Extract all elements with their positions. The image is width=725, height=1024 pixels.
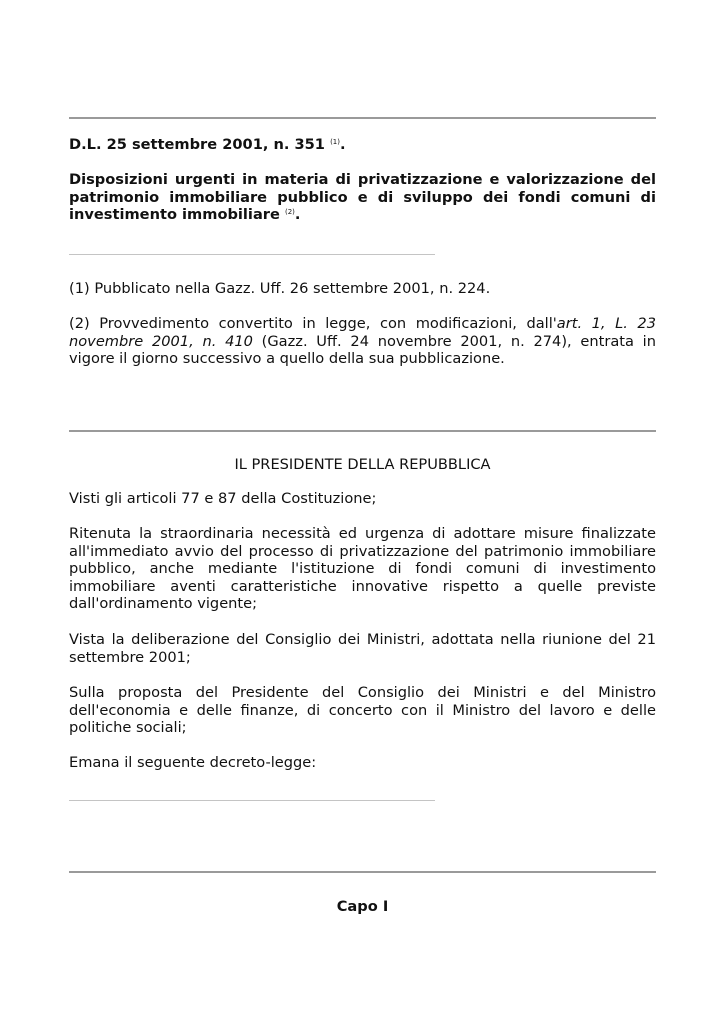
document-page	[69, 0, 656, 1024]
decree-subject-end: .	[294, 206, 301, 223]
footnote-2	[69, 315, 656, 368]
footnote-1	[69, 280, 656, 298]
recital-paragraph-1: Visti gli articoli 77 e 87 della Costituzione;	[69, 490, 377, 507]
chapter-heading: Capo I	[336, 898, 389, 915]
law-reference-link[interactable]: art. 1, L. 23 novembre 2001, n. 410	[69, 315, 656, 350]
notes-separator	[69, 254, 435, 255]
section-divider	[69, 430, 656, 432]
recital-paragraph-2: Ritenuta la straordinaria necessità ed urgenza di adottare misure finalizzate all'immediato avvio del processo di privatizzazione del patrimonio immobiliare pubblico, anche mediante l'istituzione di fondi comuni di investimento immobiliare aventi caratteristiche innovative rispetto a quelle previste dall'ordinamento vigente;	[69, 525, 656, 612]
footnote-ref-2[interactable]: (2)	[284, 208, 295, 216]
chapter-divider	[69, 871, 656, 873]
decree-title-end: .	[339, 136, 346, 153]
enactment-paragraph: Emana il seguente decreto-legge:	[69, 754, 317, 771]
end-separator	[69, 800, 435, 801]
footnote-2-text-start: Provvedimento convertito in legge, con modificazioni, dall'	[99, 315, 557, 332]
footnote-1-number: (1)	[69, 280, 90, 297]
president-heading: IL PRESIDENTE DELLA REPUBBLICA	[234, 456, 491, 473]
decree-title-text: D.L. 25 settembre 2001, n. 351	[69, 136, 325, 153]
top-divider	[69, 117, 656, 119]
decree-subject	[69, 171, 656, 224]
decree-title	[69, 136, 656, 154]
footnote-ref-1[interactable]: (1)	[330, 138, 340, 146]
decree-subject-text: Disposizioni urgenti in materia di privatizzazione e valorizzazione del patrimonio immobiliare pubblico e di sviluppo dei fondi comuni di investimento immobiliare	[69, 171, 656, 223]
footnote-1-text: Pubblicato nella Gazz. Uff. 26 settembre 2001, n. 224.	[94, 280, 491, 297]
footnote-2-number: (2)	[69, 315, 90, 332]
recital-paragraph-3: Vista la deliberazione del Consiglio dei Ministri, adottata nella riunione del 21 settembre 2001;	[69, 631, 656, 666]
recital-paragraph-4: Sulla proposta del Presidente del Consiglio dei Ministri e del Ministro dell'economia e delle finanze, di concerto con il Ministro del lavoro e delle politiche sociali;	[69, 684, 656, 736]
footnote-2-text-end: (Gazz. Uff. 24 novembre 2001, n. 274), entrata in vigore il giorno successivo a quello della sua pubblicazione.	[69, 332, 656, 367]
